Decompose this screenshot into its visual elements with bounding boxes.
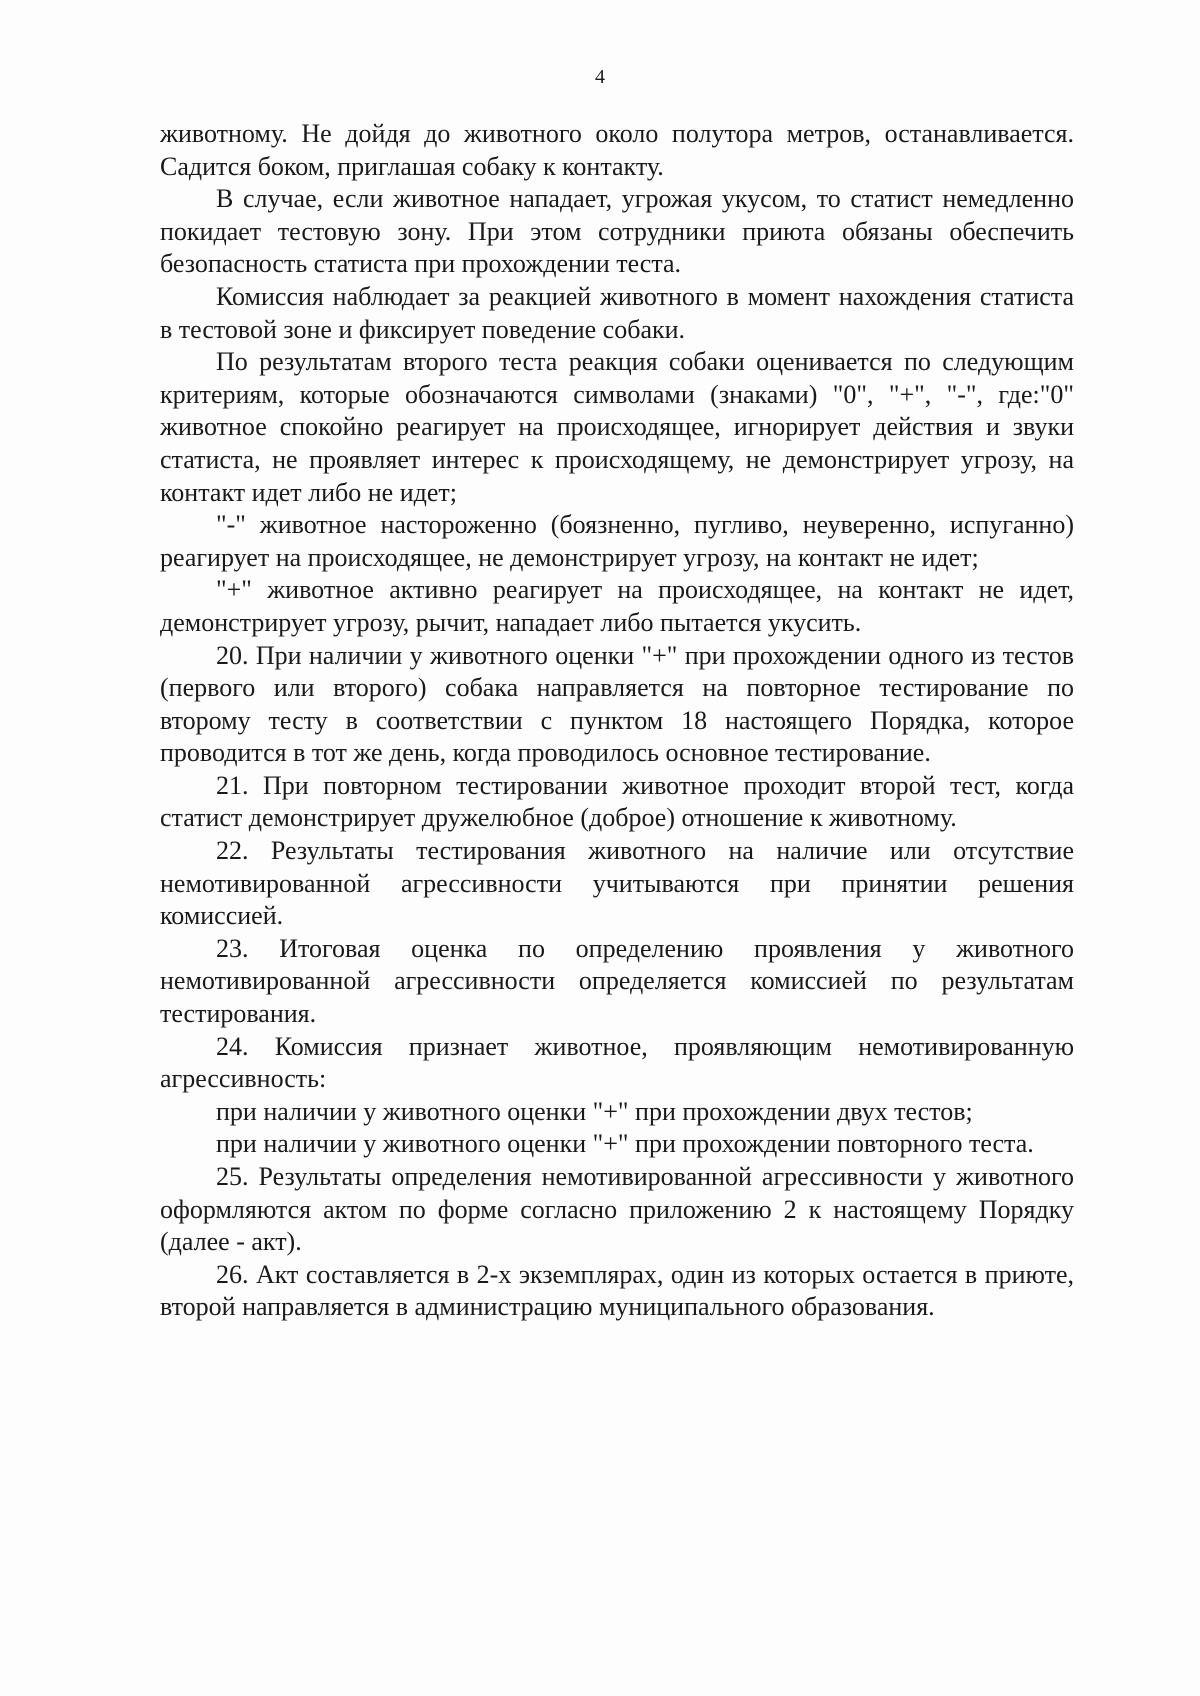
paragraph-item-24-condition-1: при наличии у животного оценки "+" при прохождении двух тестов;	[216, 1096, 973, 1126]
paragraph-3: Комиссия наблюдает за реакцией животного в момент нахождения статиста в тестовой зоне и фиксирует поведение собаки.	[160, 281, 1074, 344]
paragraph-item-26: 26. Акт составляется в 2-х экземплярах, один из которых остается в приюте, второй направляется в администрацию муниципального образования.	[160, 1259, 1074, 1322]
paragraph-item-23: 23. Итоговая оценка по определению проявления у животного немотивированной агрессивности определяется комиссией по результатам тестирования.	[160, 933, 1074, 1029]
paragraph-item-25: 25. Результаты определения немотивированной агрессивности у животного оформляются актом по форме согласно приложению 2 к настоящему Порядку (далее - акт).	[160, 1162, 1074, 1257]
page-number: 4	[595, 66, 605, 88]
paragraph-2: В случае, если животное нападает, угрожая укусом, то статист немедленно покидает тестовую зону. При этом сотрудники приюта обязаны обеспечить безопасность статиста при прохождении теста.	[160, 184, 1074, 279]
paragraph-4: По результатам второго теста реакция собаки оценивается по следующим критериям, которые обозначаются символами (знаками) "0", "+", "-", где:"0" животное спокойно реагирует на происходящее, игнорирует действия и звуки статиста, не проявляет интерес к происходящему, не демонстрирует угрозу, на контакт идет либо не идет;	[160, 347, 1074, 507]
paragraph-1: животному. Не дойдя до животного около полутора метров, останавливается. Садится боком, приглашая собаку к контакту.	[160, 119, 1074, 181]
paragraph-item-21: 21. При повторном тестировании животное проходит второй тест, когда статист демонстрирует дружелюбное (доброе) отношение к животному.	[160, 770, 1074, 833]
paragraph-5: "-" животное настороженно (боязненно, пугливо, неуверенно, испуганно) реагирует на происходящее, не демонстрирует угрозу, на контакт не идет;	[160, 510, 1074, 572]
paragraph-item-22: 22. Результаты тестирования животного на наличие или отсутствие немотивированной агрессивности учитываются при принятии решения комиссией.	[160, 836, 1074, 931]
paragraph-6: "+" животное активно реагирует на происходящее, на контакт не идет, демонстрирует угрозу, рычит, нападает либо пытается укусить.	[160, 575, 1074, 637]
document-body	[160, 118, 1074, 1324]
paragraph-item-24: 24. Комиссия признает животное, проявляющим немотивированную агрессивность:	[160, 1031, 1074, 1094]
paragraph-item-24-condition-2: при наличии у животного оценки "+" при прохождении повторного теста.	[216, 1129, 1034, 1159]
paragraph-item-20: 20. При наличии у животного оценки "+" при прохождении одного из тестов (первого или второго) собака направляется на повторное тестирование по второму тесту в соответствии с пунктом 18 настоящего Порядка, которое проводится в тот же день, когда проводилось основное тестирование.	[160, 640, 1074, 768]
